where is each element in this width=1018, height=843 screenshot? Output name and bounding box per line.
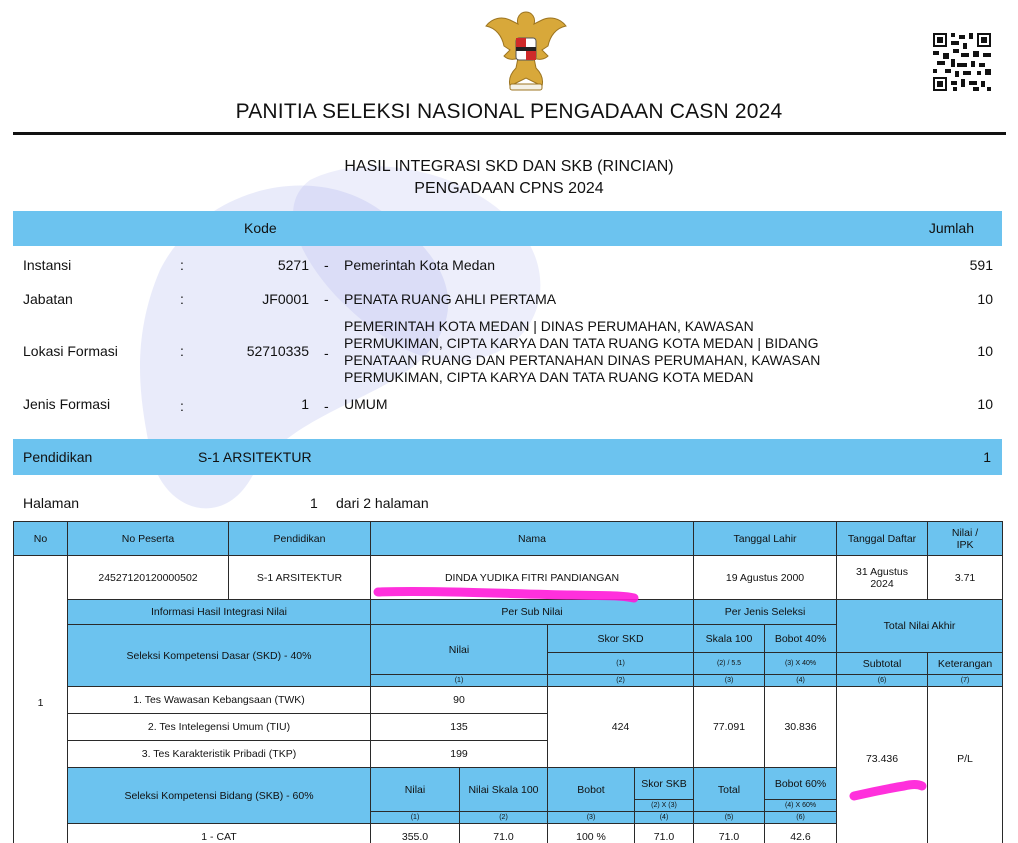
skb-bobot-header: Bobot [548,768,635,812]
skd-nilai-header: Nilai [371,625,548,675]
no-peserta-value: 24527120120000502 [68,556,229,600]
title-divider [13,132,1006,135]
page-title: PANITIA SELEKSI NASIONAL PENGADAAN CASN 2024 [235,100,783,123]
skb-nilai-header: Nilai [371,768,460,812]
skb-index-4: (4) [635,812,694,824]
skb-index-2: (2) [460,812,548,824]
info-dash: - [324,345,329,361]
result-table [13,521,1003,843]
col-header-nama: Nama [371,522,694,556]
skb-nilai-value: 355.0 [371,824,460,843]
total-nilai-akhir-header: Total Nilai Akhir [837,600,1003,653]
skd-index-6: (6) [837,675,928,687]
participant-row [14,556,1003,600]
skd-skala-value: 77.091 [694,687,765,768]
table-header-row [14,522,1003,556]
jumlah-header: Jumlah [928,220,974,236]
info-description: PENATA RUANG AHLI PERTAMA [344,291,557,307]
info-description: UMUM [344,396,388,412]
tanggal-daftar-value [837,556,928,600]
info-dash: - [324,398,329,414]
kode-header: Kode [244,220,277,236]
skb-bobot-value: 100 % [548,824,635,843]
col-header-no-peserta: No Peserta [68,522,229,556]
skb-skala-header: Nilai Skala 100 [460,768,548,812]
info-description-line: PERMUKIMAN, CIPTA KARYA DAN TATA RUANG KOTA MEDAN [344,369,754,385]
col-header-tanggal-daftar: Tanggal Daftar [837,522,928,556]
skd-test-label: 1. Tes Wawasan Kebangsaan (TWK) [68,687,371,714]
info-code: 1 [301,396,309,412]
skd-skala-formula: (2) / 5.5 [694,653,765,675]
info-colon: : [180,257,184,273]
ipk-value: 3.71 [928,556,1003,600]
pendidikan-count: 1 [983,449,991,465]
skb-test-label: 1 - CAT [68,824,371,843]
halaman-label: Halaman [23,495,80,511]
skd-index-7: (7) [928,675,1003,687]
skd-bobot-formula: (3) X 40% [765,653,837,675]
info-colon: : [180,398,184,414]
skd-skor-formula: (1) [548,653,694,675]
info-count: 10 [977,396,993,412]
skd-test-nilai: 199 [371,741,548,768]
skb-skor-formula: (2) X (3) [635,800,694,812]
info-code: 52710335 [246,343,309,359]
keterangan-header: Keterangan [928,653,1003,675]
skd-test-label: 2. Tes Intelegensi Umum (TIU) [68,714,371,741]
keterangan-value: P/L [928,687,1003,843]
col-header-tanggal-lahir: Tanggal Lahir [694,522,837,556]
section-header-row [14,600,1003,625]
skd-index-2: (2) [548,675,694,687]
page-total: dari 2 halaman [336,495,429,511]
per-jenis-seleksi-header: Per Jenis Seleksi [694,600,837,625]
info-count: 591 [969,257,993,273]
col-header-pendidikan: Pendidikan [229,522,371,556]
skb-skala-value: 71.0 [460,824,548,843]
tanggal-lahir-value: 19 Agustus 2000 [694,556,837,600]
skd-test-nilai: 135 [371,714,548,741]
skd-skor-header: Skor SKD [548,625,694,653]
garuda-emblem-icon [480,6,572,94]
skd-bobot-header: Bobot 40% [765,625,837,653]
skb-index-5: (5) [694,812,765,824]
col-header-nilai-text: Nilai / [951,526,979,539]
skd-row-twk [14,687,1003,714]
skd-test-nilai: 90 [371,687,548,714]
info-dash: - [324,291,329,307]
info-label: Instansi [23,257,72,273]
skd-test-label: 3. Tes Karakteristik Pribadi (TKP) [68,741,371,768]
info-code: JF0001 [262,291,309,307]
skb-skor-header: Skor SKB [635,768,694,800]
document-subtitle: HASIL INTEGRASI SKD DAN SKB (RINCIAN) [344,158,674,175]
skb-index-6: (6) [765,812,837,824]
pendidikan-label: Pendidikan [23,449,93,465]
pendidikan-value: S-1 ARSITEKTUR [198,449,312,465]
skd-skala-header: Skala 100 [694,625,765,653]
info-description-line: PEMERINTAH KOTA MEDAN | DINAS PERUMAHAN, KAWASAN [344,318,754,334]
skb-bobot60-value: 42.6 [765,824,837,843]
qr-code-icon [933,33,991,91]
nama-value: DINDA YUDIKA FITRI PANDIANGAN [371,556,694,600]
info-dash: - [324,257,329,273]
info-count: 10 [977,343,993,359]
skd-skor-value: 424 [548,687,694,768]
document-subtitle-2: PENGADAAN CPNS 2024 [414,180,604,197]
skb-skor-value: 71.0 [635,824,694,843]
skb-bobot-formula: (4) X 60% [765,800,837,812]
tanggal-daftar-year: 2024 [870,577,894,590]
subtotal-value: 73.436 [837,687,928,843]
info-label: Jabatan [23,291,73,307]
col-header-ipk-text: IPK [956,538,974,551]
skb-total-header: Total [694,768,765,812]
info-label: Jenis Formasi [23,396,111,412]
col-header-no: No [14,522,68,556]
participant-number: 1 [14,556,68,843]
info-description-line: PENATAAN RUANG DAN PERTANAHAN DINAS PERUMAHAN, KAWASAN [344,352,821,368]
info-code: 5271 [277,257,309,273]
skb-section-label: Seleksi Kompetensi Bidang (SKB) - 60% [68,768,371,824]
per-sub-nilai-header: Per Sub Nilai [371,600,694,625]
info-colon: : [180,291,184,307]
skd-index-3: (3) [694,675,765,687]
skd-index-1: (1) [371,675,548,687]
informasi-header: Informasi Hasil Integrasi Nilai [68,600,371,625]
info-description-line: PERMUKIMAN, CIPTA KARYA DAN TATA RUANG KOTA MEDAN | BIDANG [344,335,819,351]
tanggal-daftar-line: 31 Agustus [856,565,909,578]
pendidikan-value-cell: S-1 ARSITEKTUR [229,556,371,600]
skb-bobot60-header: Bobot 60% [765,768,837,800]
skb-index-3: (3) [548,812,635,824]
info-header-band [13,211,1002,246]
info-colon: : [180,343,184,359]
info-count: 10 [977,291,993,307]
pendidikan-band [13,439,1002,475]
skb-index-1: (1) [371,812,460,824]
skd-bobot-value: 30.836 [765,687,837,768]
info-label: Lokasi Formasi [23,343,118,359]
page-number: 1 [310,495,318,511]
skd-index-4: (4) [765,675,837,687]
skb-total-value: 71.0 [694,824,765,843]
subtotal-header: Subtotal [837,653,928,675]
info-row-lokasi-formasi [0,318,1018,386]
skd-section-label: Seleksi Kompetensi Dasar (SKD) - 40% [68,625,371,687]
info-description: Pemerintah Kota Medan [344,257,495,273]
col-header-nilai-ipk [928,522,1003,556]
